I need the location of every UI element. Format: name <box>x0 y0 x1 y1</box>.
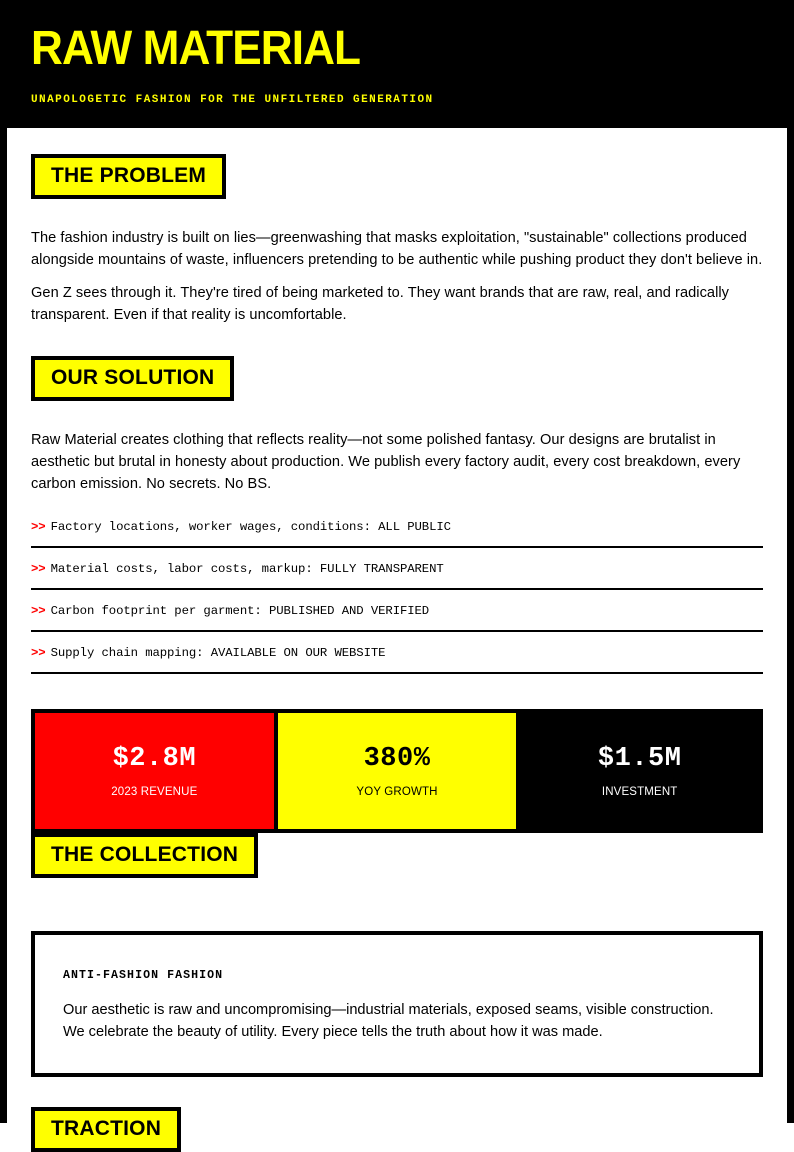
stat-card-revenue <box>35 713 274 829</box>
list-item <box>31 519 763 548</box>
chevron-double-right-icon: >> <box>31 604 46 618</box>
transparency-proof-list <box>31 519 763 674</box>
spacer <box>31 271 763 282</box>
stat-value: $2.8M <box>112 743 197 774</box>
section-heading-solution: OUR SOLUTION <box>31 356 234 401</box>
stat-label: INVESTMENT <box>601 785 678 798</box>
chevron-double-right-icon: >> <box>31 520 46 534</box>
section-heading-traction-row <box>31 1107 763 1152</box>
section-heading-collection: THE COLLECTION <box>31 833 258 878</box>
spacer <box>31 495 763 519</box>
section-heading-problem: THE PROBLEM <box>31 154 226 199</box>
brand-title: RAW MATERIAL <box>31 22 361 75</box>
section-heading-traction: TRACTION <box>31 1107 181 1152</box>
chevron-double-right-icon: >> <box>31 562 46 576</box>
list-item <box>31 561 763 590</box>
list-item-label: Carbon footprint per garment: PUBLISHED AND VERIFIED <box>50 604 430 618</box>
section-heading-problem-row <box>31 154 763 199</box>
section-heading-solution-row <box>31 356 763 401</box>
section-heading-collection-row <box>31 833 763 878</box>
spacer <box>31 401 763 429</box>
list-item-label: Supply chain mapping: AVAILABLE ON OUR WEBSITE <box>50 646 386 660</box>
stat-label: 2023 REVENUE <box>111 785 198 798</box>
solution-paragraph-1: Raw Material creates clothing that reflects reality—not some polished fantasy. Our designs are brutalist in aesthetic but brutal in honesty about production. We publish every factory audit, every cost breakdown, every carbon emission. No secrets. No BS. <box>31 432 741 492</box>
spacer <box>31 326 763 356</box>
list-item-label: Material costs, labor costs, markup: FULLY TRANSPARENT <box>50 562 444 576</box>
stat-value: 380% <box>363 743 431 774</box>
content-sheet <box>7 128 787 1152</box>
spacer <box>31 199 763 227</box>
stat-value: $1.5M <box>597 743 682 774</box>
brand-tagline: UNAPOLOGETIC FASHION FOR THE UNFILTERED GENERATION <box>31 94 434 106</box>
manifesto-heading: ANTI-FASHION FASHION <box>63 969 224 982</box>
list-item <box>31 603 763 632</box>
manifesto-paragraph: Our aesthetic is raw and uncompromising—industrial materials, exposed seams, visible construction. We celebrate the beauty of utility. Every piece tells the truth about how it was made. <box>63 1002 714 1040</box>
problem-paragraph-2: Gen Z sees through it. They're tired of being marketed to. They want brands that are raw, real, and radically transparent. Even if that reality is uncomfortable. <box>31 285 730 323</box>
spacer <box>31 1077 763 1107</box>
spacer <box>31 687 763 709</box>
list-item-label: Factory locations, worker wages, conditions: ALL PUBLIC <box>50 520 451 534</box>
list-item <box>31 645 763 674</box>
stats-bar <box>31 709 763 833</box>
stat-card-growth <box>278 713 517 829</box>
stat-card-investment <box>520 713 759 829</box>
problem-paragraph-1: The fashion industry is built on lies—greenwashing that masks exploitation, "sustainable" collections produced alongside mountains of waste, influencers pretending to be authentic while pushing product they don't believe in. <box>31 230 763 268</box>
manifesto-box <box>31 931 763 1077</box>
stat-label: YOY GROWTH <box>356 785 438 798</box>
masthead <box>0 0 794 128</box>
chevron-double-right-icon: >> <box>31 646 46 660</box>
spacer <box>31 878 763 931</box>
